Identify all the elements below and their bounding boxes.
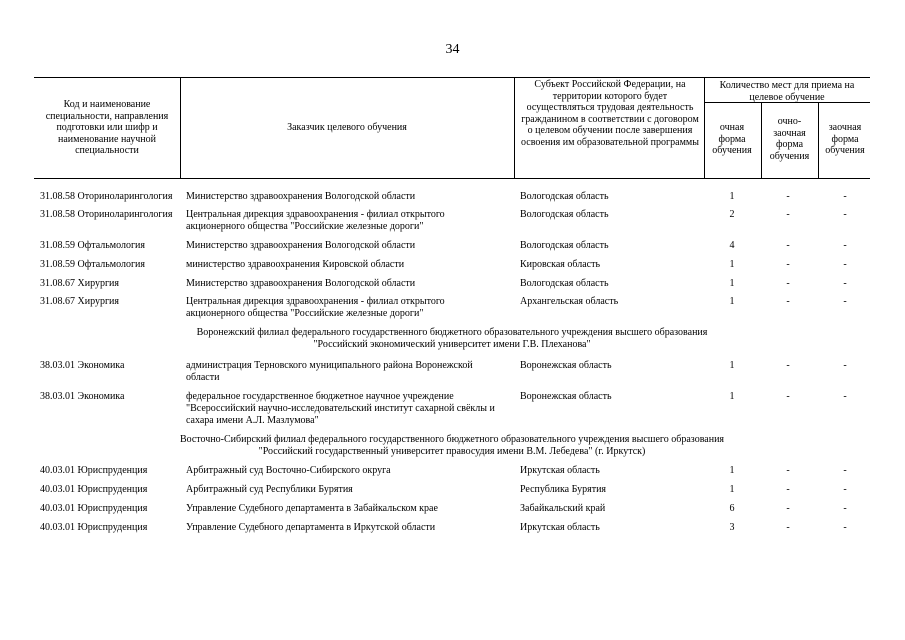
header-places: Количество мест для приема на целевое обучение (719, 80, 855, 103)
parttime-cell: - (843, 391, 847, 402)
fulltime-cell: 1 (729, 465, 735, 476)
code-cell: 31.08.67 Хирургия (40, 296, 119, 307)
customer-cell: Управление Судебного департамента в Иркутской области (186, 522, 436, 533)
region-cell: Республика Бурятия (520, 484, 607, 495)
code-cell: 31.08.58 Оториноларингология (40, 191, 173, 202)
code-cell: 40.03.01 Юриспруденция (40, 484, 148, 495)
code-cell: 38.03.01 Экономика (40, 360, 125, 371)
region-cell: Кировская область (520, 259, 601, 270)
customer-cell: Центральная дирекция здравоохранения - филиал открытого акционерного общества "Российские железные дороги" (186, 209, 445, 232)
parttime-cell: - (843, 360, 847, 371)
mixed-cell: - (786, 240, 790, 251)
region-cell: Вологодская область (520, 191, 609, 202)
customer-cell: Управление Судебного департамента в Забайкальском крае (186, 503, 438, 514)
section-heading (34, 327, 870, 351)
fulltime-cell: 1 (729, 296, 735, 307)
parttime-cell: - (843, 259, 847, 270)
customer-cell: Министерство здравоохранения Вологодской области (186, 240, 416, 251)
fulltime-cell: 3 (729, 522, 735, 533)
fulltime-cell: 1 (729, 360, 735, 371)
mixed-cell: - (786, 191, 790, 202)
parttime-cell: - (843, 522, 847, 533)
parttime-cell: - (843, 484, 847, 495)
header-region: Субъект Российской Федерации, на территории которого будет осуществляться трудовая деятельность гражданином в соответствии с договором о целевом обучении после завершения освоения им образовательной программы (521, 79, 699, 148)
customer-cell: Министерство здравоохранения Вологодской области (186, 191, 416, 202)
header-customer: Заказчик целевого обучения (287, 122, 407, 133)
customer-cell: министерство здравоохранения Кировской области (186, 259, 405, 270)
mixed-cell: - (786, 391, 790, 402)
section-heading-line: Воронежский филиал федерального государственного бюджетного образовательного учреждения высшего образования (196, 327, 708, 338)
mixed-cell: - (786, 503, 790, 514)
customer-cell: федеральное государственное бюджетное научное учреждение "Всероссийский научно-исследовательский институт сахарной свёклы и сахара имени А.Л. Мазлумова" (186, 391, 495, 426)
fulltime-cell: 1 (729, 259, 735, 270)
region-cell: Вологодская область (520, 209, 609, 220)
parttime-cell: - (843, 278, 847, 289)
code-cell: 40.03.01 Юриспруденция (40, 522, 148, 533)
header-fulltime: очная форма обучения (712, 122, 752, 156)
section-heading-line: "Российский экономический университет имени Г.В. Плеханова" (313, 339, 591, 350)
mixed-cell: - (786, 296, 790, 307)
section-heading (34, 434, 870, 458)
fulltime-cell: 4 (729, 240, 735, 251)
mixed-cell: - (786, 465, 790, 476)
fulltime-cell: 1 (729, 191, 735, 202)
parttime-cell: - (843, 240, 847, 251)
code-cell: 40.03.01 Юриспруденция (40, 465, 148, 476)
header-mixed: очно-заочная форма обучения (769, 116, 810, 162)
header-code: Код и наименование специальности, направления подготовки или шифр и наименование научной специальности (45, 99, 169, 156)
mixed-cell: - (786, 484, 790, 495)
fulltime-cell: 1 (729, 391, 735, 402)
section-heading-line: Восточно-Сибирский филиал федерального государственного бюджетного образовательного учреждения высшего образования (179, 434, 725, 445)
region-cell: Вологодская область (520, 278, 609, 289)
customer-cell: Арбитражный суд Восточно-Сибирского округа (186, 465, 391, 476)
customer-cell: Центральная дирекция здравоохранения - филиал открытого акционерного общества "Российские железные дороги" (186, 296, 445, 319)
mixed-cell: - (786, 522, 790, 533)
page-number: 34 (445, 42, 460, 57)
parttime-cell: - (843, 503, 847, 514)
region-cell: Вологодская область (520, 240, 609, 251)
code-cell: 31.08.59 Офтальмология (40, 240, 146, 251)
header-parttime: заочная форма обучения (825, 122, 865, 156)
code-cell: 31.08.67 Хирургия (40, 278, 119, 289)
region-cell: Воронежская область (520, 360, 612, 371)
mixed-cell: - (786, 360, 790, 371)
region-cell: Архангельская область (520, 296, 619, 307)
customer-cell: Министерство здравоохранения Вологодской области (186, 278, 416, 289)
region-cell: Иркутская область (520, 522, 600, 533)
parttime-cell: - (843, 296, 847, 307)
fulltime-cell: 2 (729, 209, 735, 220)
mixed-cell: - (786, 259, 790, 270)
code-cell: 31.08.59 Офтальмология (40, 259, 146, 270)
customer-cell: Арбитражный суд Республики Бурятия (186, 484, 353, 495)
parttime-cell: - (843, 191, 847, 202)
code-cell: 40.03.01 Юриспруденция (40, 503, 148, 514)
code-cell: 31.08.58 Оториноларингология (40, 209, 173, 220)
region-cell: Воронежская область (520, 391, 612, 402)
parttime-cell: - (843, 465, 847, 476)
section-heading-line: "Российский государственный университет правосудия имени В.М. Лебедева" (г. Иркутск) (258, 446, 646, 457)
fulltime-cell: 1 (729, 484, 735, 495)
region-cell: Иркутская область (520, 465, 600, 476)
mixed-cell: - (786, 209, 790, 220)
code-cell: 38.03.01 Экономика (40, 391, 125, 402)
parttime-cell: - (843, 209, 847, 220)
fulltime-cell: 1 (729, 278, 735, 289)
fulltime-cell: 6 (729, 503, 735, 514)
mixed-cell: - (786, 278, 790, 289)
region-cell: Забайкальский край (520, 503, 606, 514)
customer-cell: администрация Терновского муниципального района Воронежской области (186, 360, 473, 383)
